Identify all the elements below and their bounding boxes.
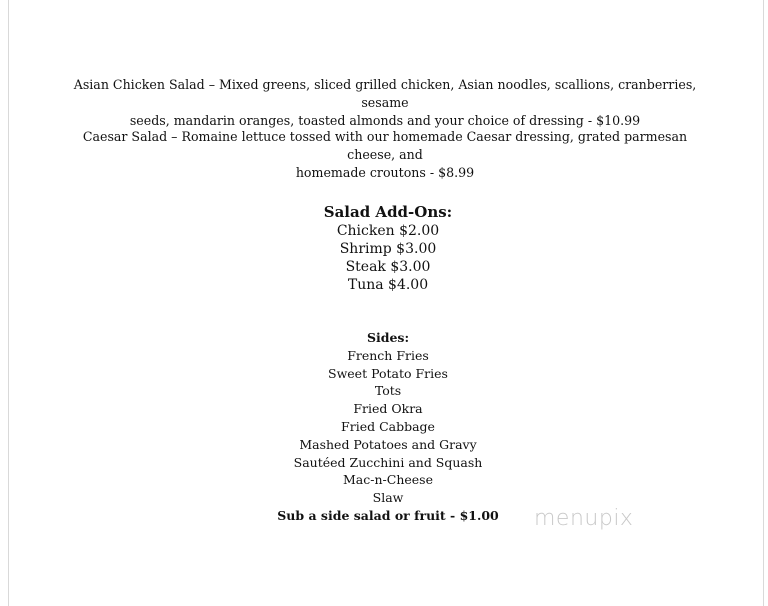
addon-item-chicken: Chicken $2.00	[336, 223, 440, 239]
menu-item-description-line: seeds, mandarin oranges, toasted almonds and your choice of dressing - $10.99	[129, 113, 641, 128]
side-item-french-fries: French Fries	[347, 347, 429, 363]
addon-item-steak: Steak $3.00	[345, 259, 431, 275]
sides-heading: Sides:	[366, 330, 410, 345]
side-item-fried-okra: Fried Okra	[353, 401, 423, 417]
sides-section	[0, 329, 768, 525]
menu-item-description-line: Asian Chicken Salad – Mixed greens, sliced grilled chicken, Asian noodles, scallions, cranberries, sesame	[73, 77, 697, 110]
side-item-tots: Tots	[374, 383, 402, 399]
menu-item-asian-chicken-salad	[60, 76, 710, 130]
sides-substitution-note: Sub a side salad or fruit - $1.00	[277, 507, 499, 523]
side-item-sweet-potato-fries: Sweet Potato Fries	[328, 365, 448, 381]
menu-item-description-line: homemade croutons - $8.99	[295, 165, 475, 180]
addon-item-shrimp: Shrimp $3.00	[339, 241, 437, 257]
addon-item-tuna: Tuna $4.00	[347, 277, 429, 293]
side-item-mac-n-cheese: Mac-n-Cheese	[343, 472, 433, 488]
menu-item-caesar-salad	[60, 128, 710, 182]
menu-item-description-line: Caesar Salad – Romaine lettuce tossed with our homemade Caesar dressing, grated parmesan cheese, and	[82, 129, 688, 162]
side-item-mashed-potatoes: Mashed Potatoes and Gravy	[299, 436, 477, 452]
salad-addons-section	[0, 202, 768, 294]
salad-addons-heading: Salad Add-Ons:	[323, 203, 453, 221]
side-item-zucchini-squash: Sautéed Zucchini and Squash	[293, 454, 483, 470]
side-item-fried-cabbage: Fried Cabbage	[341, 418, 435, 434]
menupix-watermark: menupix	[534, 506, 634, 531]
side-item-slaw: Slaw	[372, 490, 404, 506]
